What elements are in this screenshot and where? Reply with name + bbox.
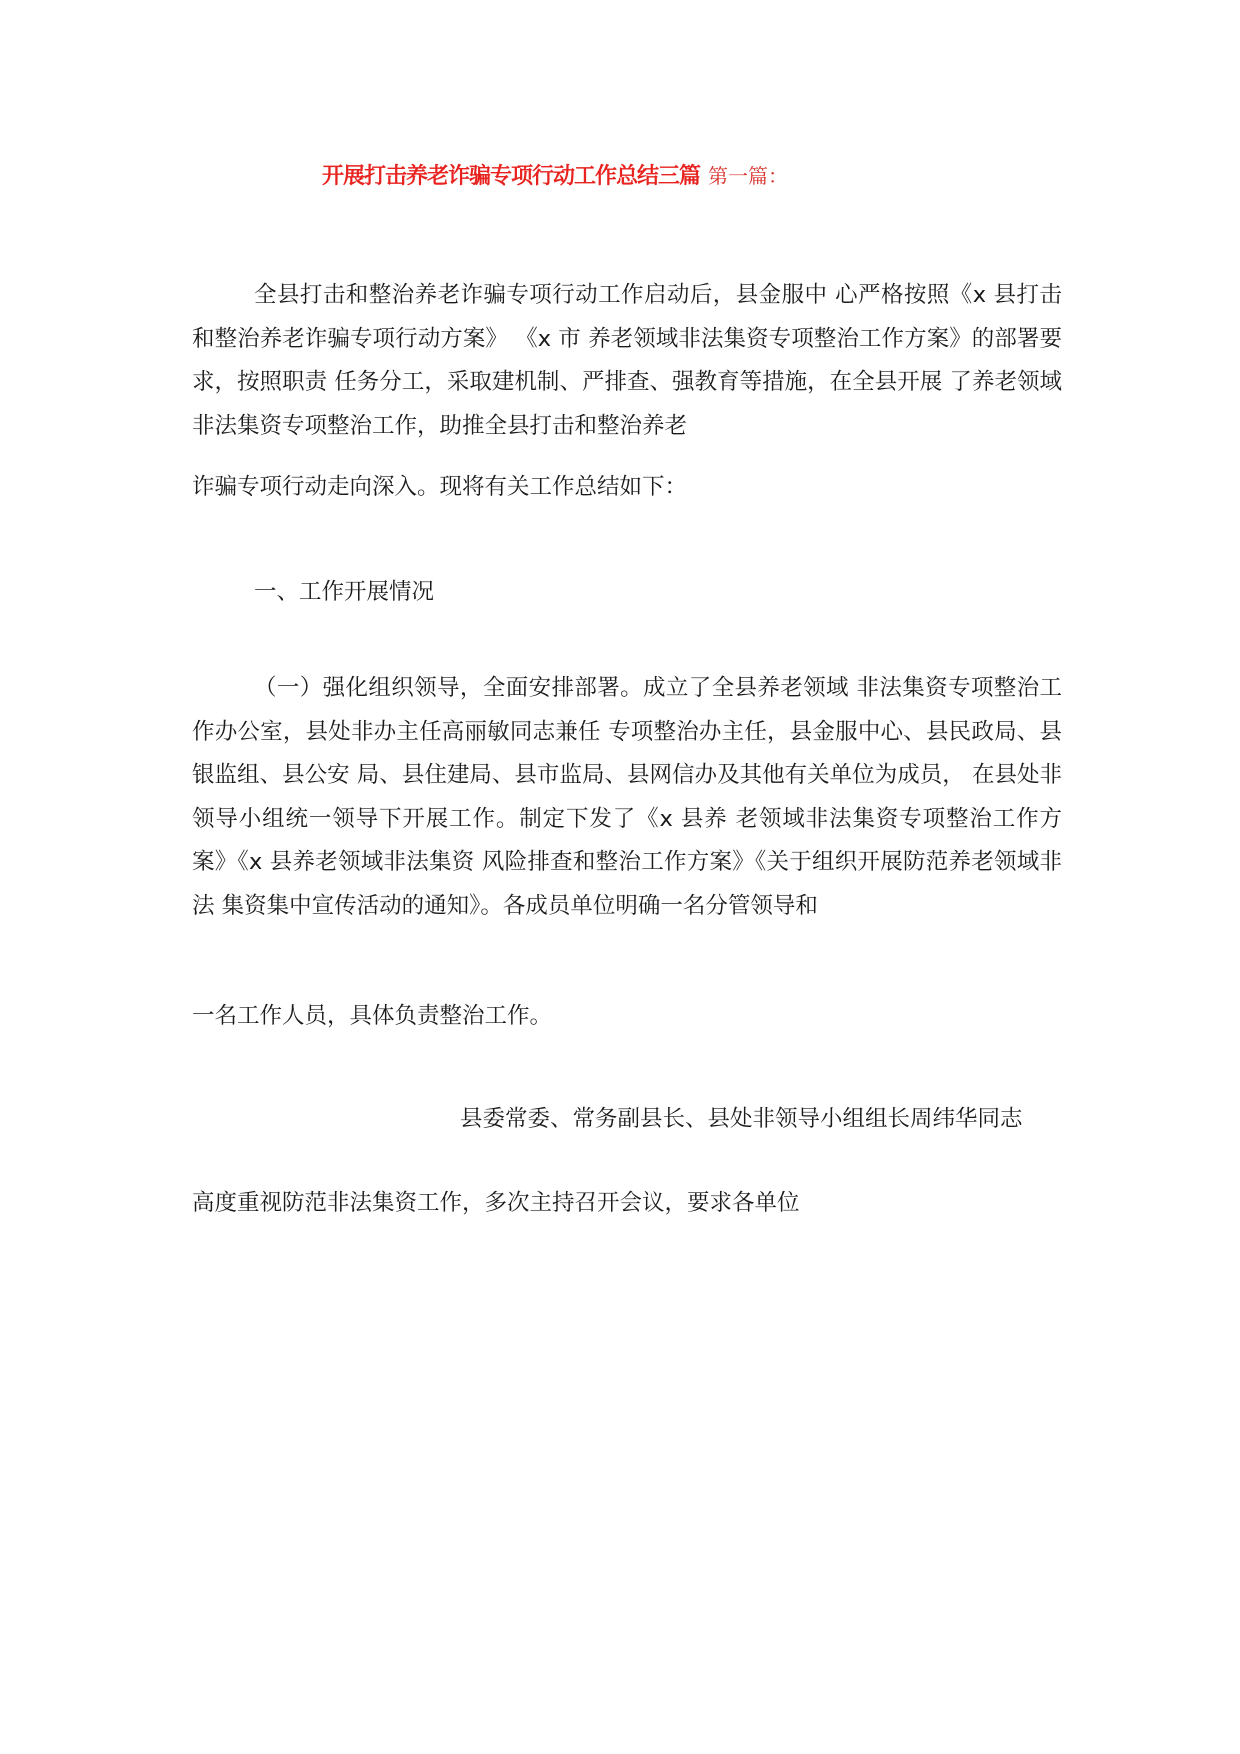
title-suffix: 第一篇： bbox=[708, 164, 789, 188]
paragraph-organization: （一）强化组织领导，全面安排部署。成立了全县养老领域 非法集资专项整治工作办公室，县处非办主任高丽敏同志兼任 专项整治办主任，县金服中心、县民政局、县银监组、县公安 局、县住建局、县市监局、县网信办及其他有关单位为成员， 在县处非领导小组统一领导下开展工作。制定下发了《x 县养 老领域非法集资专项整治工作方案》《x 县养老领域非法集资 风险排查和整治工作方案》《关于组织开展防范养老领域非法 集资集中宣传活动的通知》。各成员单位明确一名分管领导和 bbox=[192, 675, 1062, 919]
title-main: 开展打击养老诈骗专项行动工作总结三篇 bbox=[322, 164, 701, 189]
paragraph-intro: 全县打击和整治养老诈骗专项行动工作启动后，县金服中 心严格按照《x 县打击和整治养老诈骗专项行动方案》 《x 市 养老领域非法集资专项整治工作方案》的部署要求，按照职责 任务分工，采取建机制、严排查、强教育等措施，在全县开展 了养老领域非法集资专项整治工作，助推全县打击和整治养老 bbox=[192, 282, 1062, 439]
paragraph-organization-continued: 一名工作人员，具体负责整治工作。 bbox=[192, 1003, 553, 1029]
paragraph-leadership: 县委常委、常务副县长、县处非领导小组组长周纬华同志 bbox=[460, 1106, 1023, 1132]
document-title bbox=[322, 160, 788, 193]
paragraph-intro-continued: 诈骗专项行动走向深入。现将有关工作总结如下： bbox=[192, 474, 688, 500]
paragraph-leadership-continued: 高度重视防范非法集资工作，多次主持召开会议，要求各单位 bbox=[192, 1190, 800, 1216]
section-heading: 一、工作开展情况 bbox=[254, 579, 435, 605]
